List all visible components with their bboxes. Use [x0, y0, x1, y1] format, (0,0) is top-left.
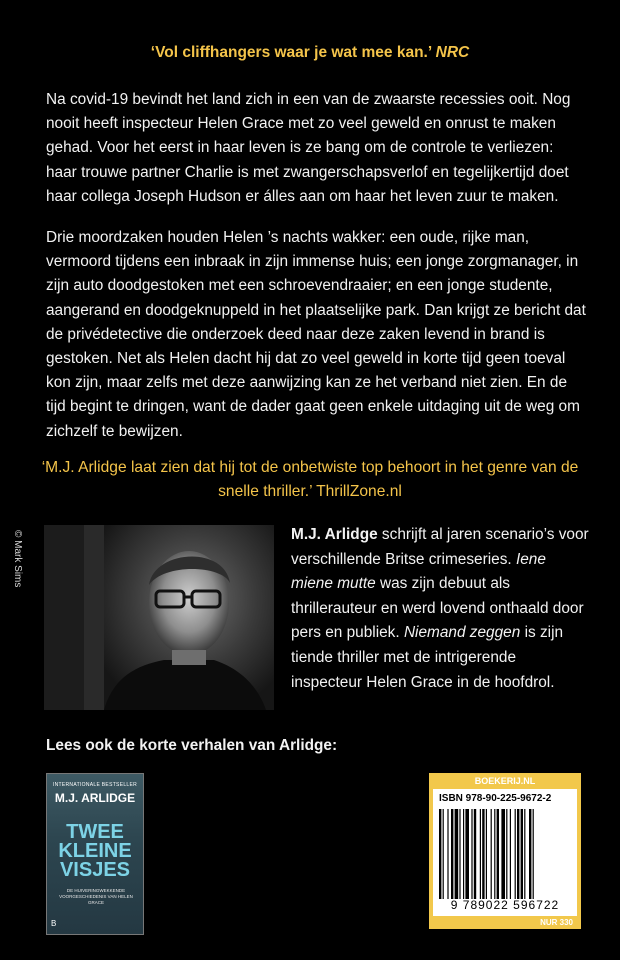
- blurb-paragraph-2: Drie moordzaken houden Helen ’s nachts wakker: een oude, rijke man, vermoord tijdens een inbraak in zijn immense huis; een jonge zorgmanager, in zijn auto doodgestoken met een schroevendraaier; en een jonge studente, aangerand en doodgeknuppeld in het plaatselijke park. Dan krijgt ze bericht dat de privédetective die onderzoek deed naar deze zaken levend in brand is gestoken. Net als Helen dacht hij dat zo veel geweld in korte tijd geen toeval kon zijn, maar zelfs met deze aanwijzing kan ze het verband niet zien. En de tijd begint te dringen, want de dader gaat geen enkele uitdaging uit de weg om zichzelf te bewijzen.: [46, 229, 586, 440]
- bio-text-2: was zijn debuut als thrillerauteur en werd lovend onthaald door pers en publiek.: [291, 575, 584, 642]
- review-quote-thrillzone: ‘M.J. Arlidge laat zien dat hij tot de onbetwiste top behoort in het genre van de snelle thriller.’ ThrillZone.nl: [41, 459, 579, 500]
- bestseller-label: INTERNATIONALE BESTSELLER: [52, 782, 138, 788]
- photo-credit: [9, 530, 25, 650]
- author-bio: [291, 523, 591, 695]
- barcode-area: [433, 789, 577, 916]
- bio-text-1: schrijft al jaren scenario’s voor verschillende Britse crimeseries.: [291, 526, 589, 568]
- more-books-heading: Lees ook de korte verhalen van Arlidge:: [46, 737, 338, 754]
- mini-book-title-line-1: TWEE: [66, 821, 124, 843]
- barcode-digits: 9 789022 596722: [450, 898, 560, 912]
- author-portrait-icon: [44, 525, 274, 710]
- mini-book-title-line-2: KLEINE: [58, 840, 132, 862]
- blurb-paragraph-1: Na covid-19 bevindt het land zich in een van de zwaarste recessies ooit. Nog nooit heeft inspecteur Helen Grace met zo veel geweld en onrust te maken gehad. Voor het eerst in haar leven is ze bang om de controle te verliezen: haar trouwe partner Charlie is met zwangerschapsverlof en tegelijkertijd doet haar collega Joseph Hudson er álles aan om haar het leven zuur te maken.: [46, 91, 571, 205]
- author-name: M.J. Arlidge: [291, 526, 378, 543]
- review-quote-nrc: [0, 44, 620, 62]
- mini-book-title-line-3: VISJES: [59, 859, 131, 881]
- quote-text: ‘Vol cliffhangers waar je wat mee kan.’: [150, 44, 432, 61]
- photo-credit-text: © Mark Sims: [12, 530, 23, 588]
- barcode-panel: [429, 773, 581, 929]
- quote-source: NRC: [435, 44, 470, 61]
- book-title-1: Iene miene mutte: [291, 550, 546, 593]
- author-photo: [44, 525, 274, 710]
- isbn-text: ISBN 978-90-225-9672-2: [439, 793, 552, 804]
- mini-book-author: M.J. ARLIDGE: [54, 791, 136, 805]
- bio-text-3: is zijn tiende thriller met de intrigerende inspecteur Helen Grace in de hoofdrol.: [291, 624, 564, 691]
- publisher-logo-icon: B: [51, 919, 57, 928]
- mini-book-title: [47, 823, 143, 880]
- mini-book-subtitle: DE HUIVERINGWEKKENDE VOORGESCHIEDENIS VAN HELEN GRACE: [59, 888, 133, 905]
- barcode-icon: [439, 809, 571, 899]
- book-title-2: Niemand zeggen: [403, 624, 521, 642]
- nur-code: NUR 330: [540, 918, 573, 927]
- publisher-url: BOEKERIJ.NL: [474, 776, 536, 786]
- mini-book-cover: [46, 773, 144, 935]
